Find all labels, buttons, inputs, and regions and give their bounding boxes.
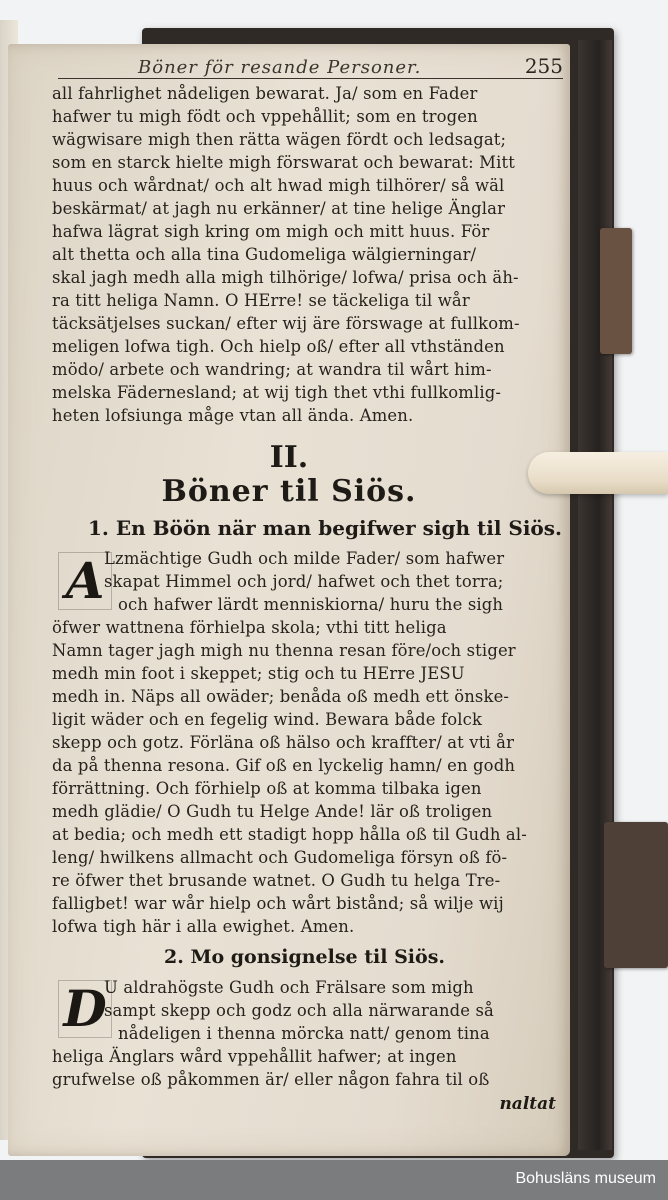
drop-cap: A bbox=[58, 552, 112, 610]
text-line: skapat Himmel och jord/ hafwet och thet torra; bbox=[104, 572, 504, 591]
text-line: at bedia; och medh ett stadigt hopp hålla oß til Gudh al- bbox=[52, 825, 527, 844]
ivory-page-holder bbox=[528, 452, 668, 494]
text-line: mödo/ arbete och wandring; at wandra til wårt him- bbox=[52, 360, 492, 379]
text-line: hafwer tu migh födt och vppehållit; som en trogen bbox=[52, 107, 478, 126]
running-head: Böner för resande Personer. bbox=[138, 57, 422, 78]
text-line: melska Fädernesland; at wij tigh thet vthi fullkomlig- bbox=[52, 383, 502, 402]
text-line: re öfwer thet brusande watnet. O Gudh tu helga Tre- bbox=[52, 871, 501, 890]
page-number: 255 bbox=[524, 54, 563, 78]
text-line: ra titt heliga Namn. O HErre! se täckeliga til wår bbox=[52, 291, 470, 310]
text-line: U aldrahögste Gudh och Frälsare som migh bbox=[104, 978, 474, 997]
text-line: heten lofsiunga måge vtan all ända. Amen. bbox=[52, 406, 414, 425]
text-line: alt thetta och alla tina Gudomeliga wälgierningar/ bbox=[52, 245, 477, 264]
text-line: meligen lofwa tigh. Och hielp oß/ efter all vthständen bbox=[52, 337, 505, 356]
text-line: grufwelse oß påkommen är/ eller någon fahra til oß bbox=[52, 1070, 490, 1089]
catchword: naltat bbox=[499, 1094, 556, 1114]
cover-spine-edge bbox=[578, 40, 612, 1150]
section-numeral: II. bbox=[269, 440, 309, 475]
text-line: öfwer wattnena förhielpa skola; vthi titt heliga bbox=[52, 618, 447, 637]
footer-bar bbox=[0, 1160, 668, 1200]
book-page bbox=[8, 44, 570, 1156]
prayer-title: 2. Mo gonsignelse til Siös. bbox=[164, 946, 446, 968]
text-line: täcksätjelses suckan/ efter wij äre förswage at fullkom- bbox=[52, 314, 520, 333]
drop-cap: D bbox=[58, 980, 112, 1038]
section-title: Böner til Siös. bbox=[161, 474, 417, 509]
leather-scrap-bottom bbox=[604, 822, 668, 968]
text-line: heliga Änglars wård vppehållit hafwer; at ingen bbox=[52, 1047, 457, 1066]
text-line: medh glädie/ O Gudh tu Helge Ande! lär oß troligen bbox=[52, 802, 493, 821]
text-line: lofwa tigh här i alla ewighet. Amen. bbox=[52, 917, 355, 936]
text-line: leng/ hwilkens allmacht och Gudomeliga försyn oß fö- bbox=[52, 848, 508, 867]
text-line: skepp och gotz. Förläna oß hälso och kraffter/ at vti år bbox=[52, 733, 515, 752]
text-line: wägwisare migh then rätta wägen fördt och ledsagat; bbox=[52, 130, 507, 149]
text-line: och hafwer lärdt menniskiorna/ huru the sigh bbox=[118, 595, 504, 614]
text-line: falligbet! war wår hielp och wårt bistånd; så wilje wij bbox=[52, 894, 504, 913]
prayer-title: 1. En Böön när man begifwer sigh til Siös. bbox=[88, 516, 562, 540]
leather-scrap-top bbox=[600, 228, 632, 354]
text-line: da på thenna resona. Gif oß en lyckelig hamn/ en godh bbox=[52, 756, 516, 775]
text-line: medh in. Näps all owäder; benåda oß medh ett önske- bbox=[52, 687, 510, 706]
text-line: ligit wäder och en fegelig wind. Bewara både folck bbox=[52, 710, 483, 729]
text-line: huus och wårdnat/ och alt hwad migh tilhörer/ så wäl bbox=[52, 176, 505, 195]
text-line: som en starck hielte migh förswarat och bewarat: Mitt bbox=[52, 153, 515, 172]
text-line: sampt skepp och godz och alla närwarande så bbox=[104, 1001, 494, 1020]
text-line: Namn tager jagh migh nu thenna resan före/och stiger bbox=[52, 641, 516, 660]
text-line: förrättning. Och förhielp oß at komma tilbaka igen bbox=[52, 779, 482, 798]
text-line: beskärmat/ at jagh nu erkänner/ at tine helige Änglar bbox=[52, 199, 506, 218]
text-line: nådeligen i thenna mörcka natt/ genom tina bbox=[118, 1024, 490, 1043]
text-line: all fahrlighet nådeligen bewarat. Ja/ som en Fader bbox=[52, 84, 478, 103]
text-line: medh min foot i skeppet; stig och tu HErre JESU bbox=[52, 664, 465, 683]
page-header bbox=[58, 48, 563, 79]
text-line: hafwa lägrat sigh kring om migh och mitt huus. För bbox=[52, 222, 490, 241]
text-line: Lzmächtige Gudh och milde Fader/ som hafwer bbox=[104, 549, 505, 568]
text-line: skal jagh medh alla migh tilhörige/ lofwa/ prisa och äh- bbox=[52, 268, 519, 287]
museum-credit: Bohusläns museum bbox=[515, 1170, 656, 1187]
